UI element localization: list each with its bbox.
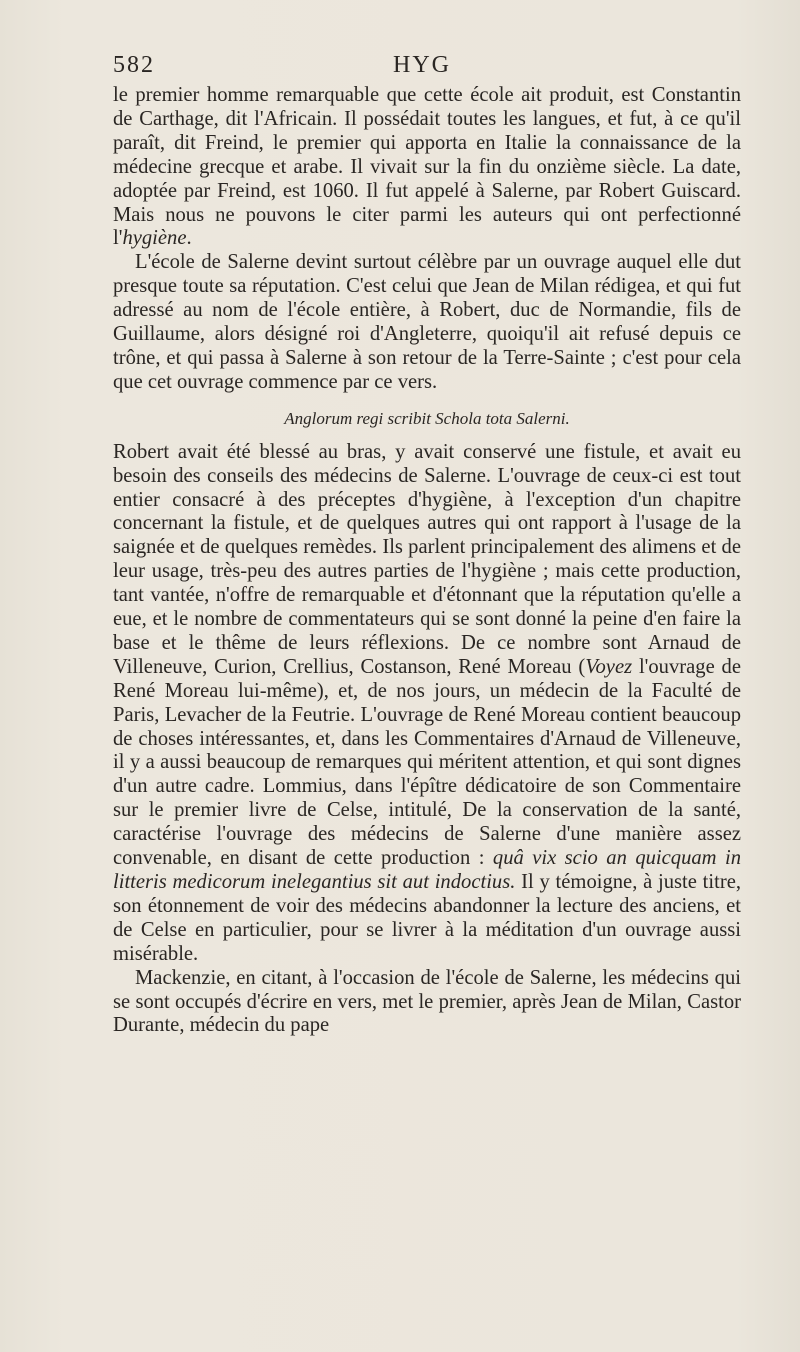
text-run: Mackenzie, en citant, à l'occasion de l'école de Salerne, les médecins qui se sont occupés d'écrire en vers, met le premier, après Jean de Milan, Castor Durante, médecin du pape: [113, 966, 741, 1037]
text-run: Il y témoigne, à juste titre, son étonnement de voir des médecins abandonner la lecture des anciens, et de Celse en particulier, pour se livrer à la méditation d'un ouvrage aussi misérable.: [113, 871, 741, 965]
text-run: L'école de Salerne devint surtout célèbre par un ouvrage auquel elle dut presque toute sa réputation. C'est celui que Jean de Milan rédigea, et qui fut adressé au nom de l'école entière, à Robert, duc de Normandie, fils de Guillaume, alors désigné roi d'Angleterre, quoiqu'il ait refusé depuis ce trône, et qui passa à Salerne à son retour de la Terre-Sainte ; c'est pour cela que cet ouvrage commence par ce vers.: [113, 251, 741, 393]
latin-quotation: [113, 407, 741, 431]
text-run: .: [186, 227, 192, 250]
text-run: Robert avait été blessé au bras, y avait conservé une fistule, et avait eu besoin des conseils des médecins de Salerne. L'ouvrage de ceux-ci est tout entier consacré à des préceptes d'hygiène, à l'exception d'un chapitre concernant la fistule, et de quelques autres qui ont rapport à l'usage de la saignée et de quelques remèdes. Ils parlent principalement des alimens et de leur usage, très-peu des autres parties de l'hygiène ; mais cette production, tant vantée, n'offre de remarquable et d'étonnant que la réputation qu'elle a eue, et le nombre de commentateurs qui se sont donné la peine d'en faire la base et le thême de leurs réflexions. De ce nombre sont Arnaud de Villeneuve, Curion, Crellius, Costanson, René Moreau (: [113, 440, 741, 678]
page-number: 582: [113, 52, 155, 78]
page-header: [113, 52, 741, 80]
italic-text: hygiène: [122, 227, 187, 250]
italic-text: Voyez: [585, 655, 633, 678]
paragraph: [113, 251, 741, 394]
paragraph: [113, 84, 741, 251]
italic-text: quâ vix scio an quicquam in litteris medicorum inelegantius sit aut indoctius.: [113, 847, 741, 893]
italic-text: Anglorum regi scribit Schola tota Salerni.: [284, 408, 570, 428]
text-run: le premier homme remarquable que cette école ait produit, est Constantin de Carthage, dit l'Africain. Il possédait toutes les langues, et fut, à ce qu'il paraît, dit Freind, le premier qui apporta en Italie la connaissance de la médecine grecque et arabe. Il vivait sur la fin du onzième siècle. La date, adoptée par Freind, est 1060. Il fut appelé à Salerne, par Robert Guiscard. Mais nous ne pouvons le citer parmi les auteurs qui ont perfectionné l': [113, 84, 741, 250]
body-text: [113, 84, 741, 1038]
paragraph: [113, 967, 741, 1039]
running-title: HYG: [393, 52, 451, 78]
paragraph: [113, 441, 741, 967]
text-run: l'ouvrage de René Moreau lui-même), et, de nos jours, un médecin de la Faculté de Paris, Levacher de la Feutrie. L'ouvrage de René Moreau contient beaucoup de choses intéressantes, et, dans les Commentaires d'Arnaud de Villeneuve, il y a aussi beaucoup de remarques qui méritent attention, et qui sont dignes d'un autre cadre. Lommius, dans l'épître dédicatoire de son Commentaire sur le premier livre de Celse, intitulé, De la conservation de la santé, caractérise l'ouvrage des médecins de Salerne d'une manière assez convenable, en disant de cette production :: [113, 655, 741, 870]
